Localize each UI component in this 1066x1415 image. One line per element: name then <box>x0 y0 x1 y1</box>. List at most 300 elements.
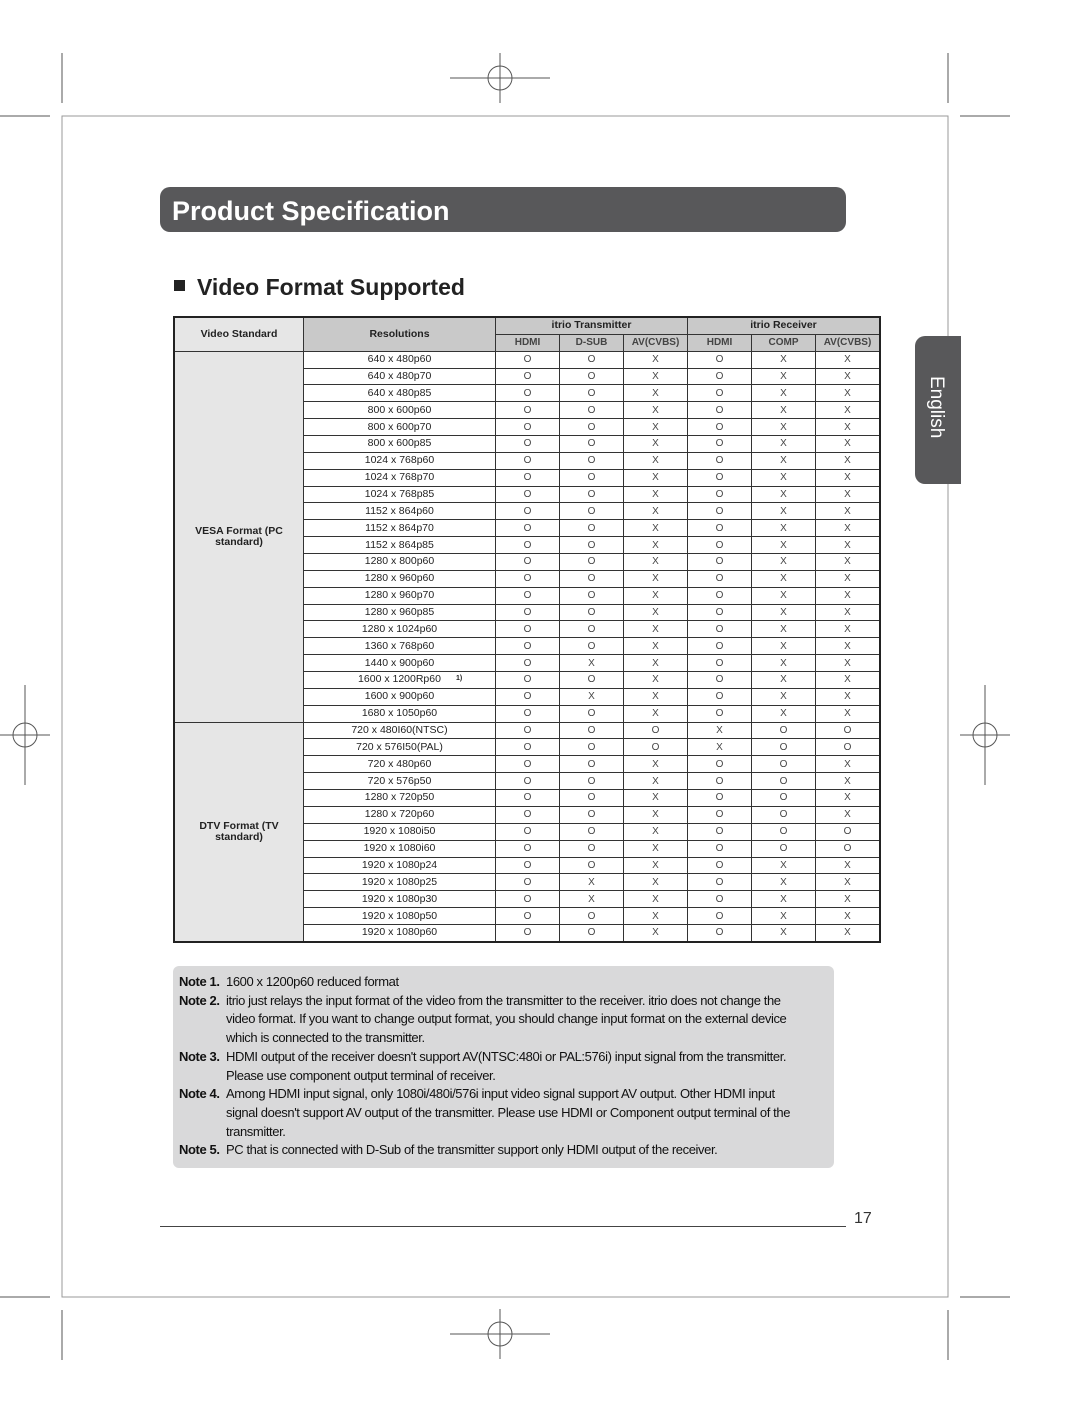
support-cell: O <box>496 587 560 604</box>
resolution-cell <box>304 672 496 689</box>
resolution-cell <box>304 790 496 807</box>
support-cell: O <box>496 840 560 857</box>
support-cell: O <box>560 402 624 419</box>
support-cell: X <box>752 655 816 672</box>
support-cell: O <box>560 436 624 453</box>
support-cell: O <box>496 857 560 874</box>
support-cell: O <box>560 604 624 621</box>
support-cell: X <box>752 385 816 402</box>
support-cell: X <box>752 604 816 621</box>
resolution-text: 1920 x 1080i60 <box>363 842 436 855</box>
resolution-cell <box>304 840 496 857</box>
subheader-avcvbs: AV(CVBS) <box>624 334 688 351</box>
support-cell: O <box>560 739 624 756</box>
support-cell: X <box>816 486 881 503</box>
resolution-text: 640 x 480p70 <box>367 370 432 382</box>
resolution-cell <box>304 469 496 486</box>
support-cell: O <box>496 756 560 773</box>
support-cell: X <box>624 604 688 621</box>
support-cell: X <box>816 368 881 385</box>
support-cell: O <box>560 469 624 486</box>
support-cell: O <box>496 739 560 756</box>
support-cell: O <box>560 705 624 722</box>
support-cell: X <box>624 806 688 823</box>
resolution-text: 1280 x 800p60 <box>364 555 435 568</box>
support-cell: X <box>816 436 881 453</box>
support-cell: O <box>688 419 752 436</box>
support-cell: X <box>752 452 816 469</box>
resolution-cell <box>304 655 496 672</box>
support-cell: O <box>688 638 752 655</box>
support-cell: X <box>816 587 881 604</box>
support-cell: O <box>496 672 560 689</box>
support-cell: O <box>496 891 560 908</box>
support-cell: O <box>688 773 752 790</box>
support-cell: X <box>816 351 881 368</box>
resolution-cell <box>304 857 496 874</box>
footer-divider <box>160 1226 846 1227</box>
language-tab <box>915 336 961 484</box>
header-resolutions: Resolutions <box>304 317 496 351</box>
support-cell: O <box>688 655 752 672</box>
note-text-line: signal doesn't support AV output of the transmitter. Please use HDMI or Component output terminal of the <box>226 1104 791 1120</box>
support-cell: O <box>496 638 560 655</box>
support-cell: O <box>496 874 560 891</box>
support-cell: O <box>688 402 752 419</box>
resolution-text: 1360 x 768p60 <box>364 639 435 652</box>
support-cell: X <box>624 672 688 689</box>
resolution-cell <box>304 823 496 840</box>
resolution-cell <box>304 486 496 503</box>
resolution-text: 1920 x 1080p60 <box>361 926 438 939</box>
support-cell: X <box>624 621 688 638</box>
resolution-text: 1152 x 864p85 <box>365 538 434 551</box>
support-cell: X <box>624 891 688 908</box>
support-cell: O <box>688 823 752 840</box>
resolution-cell <box>304 688 496 705</box>
support-cell: O <box>816 840 881 857</box>
support-cell: O <box>560 756 624 773</box>
resolution-text: 1280 x 960p60 <box>364 572 435 585</box>
note-text-line: PC that is connected with D-Sub of the transmitter support only HDMI output of the receiver. <box>226 1142 718 1158</box>
note-item <box>179 973 829 992</box>
page-title: Product Specification <box>172 196 450 226</box>
support-cell: O <box>688 908 752 925</box>
support-cell: O <box>688 874 752 891</box>
support-cell: O <box>496 806 560 823</box>
support-cell: O <box>752 790 816 807</box>
support-cell: O <box>752 840 816 857</box>
support-cell: O <box>560 823 624 840</box>
resolution-cell <box>304 908 496 925</box>
support-cell: O <box>816 739 881 756</box>
resolution-cell <box>304 638 496 655</box>
support-cell: X <box>816 554 881 571</box>
note-item <box>179 1085 829 1141</box>
page-number: 17 <box>854 1210 872 1227</box>
support-cell: O <box>496 655 560 672</box>
note-item <box>179 1048 829 1085</box>
support-cell: X <box>624 570 688 587</box>
resolution-text: 640 x 480p85 <box>367 386 432 399</box>
support-cell: X <box>816 537 881 554</box>
resolution-text: 1152 x 864p70 <box>365 521 434 534</box>
support-cell: O <box>752 773 816 790</box>
support-cell: O <box>688 469 752 486</box>
support-cell: X <box>816 688 881 705</box>
support-cell: O <box>624 722 688 739</box>
support-cell: X <box>816 469 881 486</box>
support-cell: X <box>816 790 881 807</box>
resolution-cell <box>304 503 496 520</box>
support-cell: X <box>752 368 816 385</box>
support-cell: O <box>816 823 881 840</box>
support-cell: X <box>816 503 881 520</box>
table-row <box>174 722 880 739</box>
support-cell: O <box>688 806 752 823</box>
support-cell: O <box>560 672 624 689</box>
resolution-text: 1024 x 768p85 <box>364 488 435 501</box>
resolution-text: 800 x 600p60 <box>367 403 432 416</box>
support-cell: X <box>816 672 881 689</box>
support-cell: O <box>496 924 560 941</box>
support-cell: O <box>688 587 752 604</box>
support-cell: X <box>624 874 688 891</box>
support-cell: O <box>496 436 560 453</box>
support-cell: O <box>688 891 752 908</box>
resolution-cell <box>304 452 496 469</box>
support-cell: X <box>752 436 816 453</box>
resolution-text: 1920 x 1080p24 <box>361 858 438 871</box>
support-cell: O <box>560 722 624 739</box>
note-item <box>179 1141 829 1160</box>
header-video-standard: Video Standard <box>174 317 304 351</box>
table-row <box>174 351 880 368</box>
support-cell: X <box>752 638 816 655</box>
video-standard-cell: DTV Format (TV standard) <box>174 722 304 942</box>
support-cell: O <box>688 570 752 587</box>
support-cell: X <box>816 908 881 925</box>
resolution-cell <box>304 402 496 419</box>
support-cell: O <box>496 537 560 554</box>
support-cell: O <box>496 520 560 537</box>
resolution-text: 1440 x 900p60 <box>364 656 435 669</box>
notes-box <box>173 966 834 1168</box>
support-cell: O <box>752 739 816 756</box>
resolution-text: 1280 x 720p60 <box>364 808 435 821</box>
resolution-cell <box>304 739 496 756</box>
support-cell: O <box>688 537 752 554</box>
support-cell: O <box>560 638 624 655</box>
support-cell: O <box>496 554 560 571</box>
subheader-avcvbs: AV(CVBS) <box>816 334 881 351</box>
support-cell: O <box>496 790 560 807</box>
support-cell: O <box>560 368 624 385</box>
support-cell: X <box>816 924 881 941</box>
resolution-text: 800 x 600p85 <box>367 437 432 450</box>
support-cell: O <box>496 385 560 402</box>
support-cell: O <box>688 688 752 705</box>
support-cell: O <box>688 452 752 469</box>
support-cell: X <box>816 857 881 874</box>
subheader-comp: COMP <box>752 334 816 351</box>
support-cell: X <box>752 554 816 571</box>
resolution-text: 640 x 480p60 <box>367 353 432 366</box>
support-cell: O <box>688 705 752 722</box>
resolution-text: 1680 x 1050p60 <box>361 707 438 720</box>
support-cell: O <box>688 351 752 368</box>
support-cell: O <box>496 469 560 486</box>
support-cell: O <box>624 739 688 756</box>
support-cell: O <box>496 351 560 368</box>
support-cell: X <box>624 385 688 402</box>
support-cell: X <box>560 688 624 705</box>
support-cell: X <box>624 436 688 453</box>
support-cell: X <box>816 385 881 402</box>
support-cell: X <box>752 570 816 587</box>
support-cell: O <box>496 688 560 705</box>
support-cell: X <box>688 739 752 756</box>
support-cell: O <box>688 520 752 537</box>
support-cell: X <box>752 486 816 503</box>
resolution-cell <box>304 756 496 773</box>
note-text-line: transmitter. <box>226 1123 286 1139</box>
support-cell: O <box>688 672 752 689</box>
support-cell: O <box>496 419 560 436</box>
support-cell: O <box>560 520 624 537</box>
support-cell: O <box>688 621 752 638</box>
support-cell: X <box>624 419 688 436</box>
support-cell: O <box>688 604 752 621</box>
note-text-line: HDMI output of the receiver doesn't support AV(NTSC:480i or PAL:576i) input signal from the transmitter. <box>226 1048 787 1064</box>
resolution-text: 1920 x 1080p50 <box>361 909 438 922</box>
support-cell: O <box>688 486 752 503</box>
resolution-cell <box>304 773 496 790</box>
support-cell: X <box>752 908 816 925</box>
section-title: Video Format Supported <box>197 274 465 300</box>
resolution-text: 1920 x 1080p25 <box>361 875 438 888</box>
support-cell: O <box>816 722 881 739</box>
resolution-text: 1280 x 960p85 <box>364 606 435 619</box>
support-cell: O <box>560 908 624 925</box>
resolution-cell <box>304 419 496 436</box>
support-cell: O <box>560 385 624 402</box>
support-cell: O <box>560 806 624 823</box>
support-cell: X <box>752 402 816 419</box>
support-cell: X <box>816 705 881 722</box>
support-cell: X <box>624 638 688 655</box>
support-cell: X <box>816 773 881 790</box>
resolution-text: 1280 x 960p70 <box>364 589 435 602</box>
resolution-cell <box>304 806 496 823</box>
support-cell: X <box>816 570 881 587</box>
support-cell: X <box>624 756 688 773</box>
resolution-cell <box>304 368 496 385</box>
support-cell: O <box>752 756 816 773</box>
support-cell: O <box>496 452 560 469</box>
support-cell: O <box>496 705 560 722</box>
support-cell: X <box>624 452 688 469</box>
support-cell: X <box>688 722 752 739</box>
support-cell: O <box>752 823 816 840</box>
support-cell: O <box>752 722 816 739</box>
support-cell: X <box>752 857 816 874</box>
resolution-cell <box>304 587 496 604</box>
resolution-text: 1920 x 1080i50 <box>363 825 436 838</box>
support-cell: X <box>752 891 816 908</box>
resolution-cell <box>304 570 496 587</box>
support-cell: X <box>624 486 688 503</box>
support-cell: X <box>816 655 881 672</box>
resolution-cell <box>304 537 496 554</box>
resolution-cell <box>304 604 496 621</box>
bullet-square-icon <box>174 280 185 291</box>
support-cell: O <box>560 587 624 604</box>
resolution-text: 720 x 480I60(NTSC) <box>351 724 448 737</box>
resolution-text: 1024 x 768p70 <box>364 471 435 484</box>
language-label: English <box>926 376 947 439</box>
resolution-text: 1024 x 768p60 <box>364 454 435 467</box>
support-cell: X <box>816 604 881 621</box>
video-format-table <box>173 316 881 943</box>
support-cell: X <box>752 503 816 520</box>
support-cell: X <box>752 537 816 554</box>
support-cell: O <box>688 790 752 807</box>
support-cell: X <box>624 351 688 368</box>
resolution-cell <box>304 621 496 638</box>
resolution-cell <box>304 554 496 571</box>
support-cell: X <box>752 621 816 638</box>
support-cell: X <box>816 419 881 436</box>
note-text-line: Please use component output terminal of receiver. <box>226 1067 496 1083</box>
resolution-text: 1600 x 1200Rp60 <box>358 673 441 686</box>
support-cell: X <box>752 688 816 705</box>
support-cell: O <box>496 570 560 587</box>
support-cell: O <box>688 436 752 453</box>
resolution-text: 720 x 480p60 <box>367 757 432 770</box>
support-cell: X <box>624 469 688 486</box>
support-cell: O <box>688 840 752 857</box>
note-text-line: video format. If you want to change output format, you should change input format on the external device <box>226 1011 787 1027</box>
support-cell: X <box>624 655 688 672</box>
support-cell: X <box>752 672 816 689</box>
support-cell: O <box>560 554 624 571</box>
resolution-cell <box>304 874 496 891</box>
support-cell: O <box>560 503 624 520</box>
support-cell: O <box>560 570 624 587</box>
support-cell: X <box>624 520 688 537</box>
subheader-hdmi: HDMI <box>496 334 560 351</box>
support-cell: X <box>624 908 688 925</box>
support-cell: O <box>496 908 560 925</box>
support-cell: X <box>624 537 688 554</box>
support-cell: X <box>816 756 881 773</box>
support-cell: O <box>688 368 752 385</box>
support-cell: X <box>624 587 688 604</box>
support-cell: O <box>496 722 560 739</box>
note-label: Note 4. <box>179 1086 220 1102</box>
support-cell: O <box>560 790 624 807</box>
support-cell: O <box>560 924 624 941</box>
support-cell: X <box>816 874 881 891</box>
support-cell: X <box>816 891 881 908</box>
support-cell: O <box>560 452 624 469</box>
support-cell: X <box>624 790 688 807</box>
support-cell: X <box>816 621 881 638</box>
note-text-line: Among HDMI input signal, only 1080i/480i/576i input video signal support AV output. Other HDMI input <box>226 1086 775 1102</box>
support-cell: X <box>560 891 624 908</box>
support-cell: O <box>688 857 752 874</box>
resolution-cell <box>304 436 496 453</box>
support-cell: O <box>560 857 624 874</box>
resolution-cell <box>304 705 496 722</box>
support-cell: X <box>560 874 624 891</box>
resolution-text: 1920 x 1080p30 <box>361 892 438 905</box>
support-cell: O <box>752 806 816 823</box>
support-cell: X <box>624 368 688 385</box>
support-cell: O <box>560 486 624 503</box>
support-cell: X <box>624 503 688 520</box>
resolution-text: 1280 x 1024p60 <box>361 622 438 635</box>
support-cell: X <box>816 806 881 823</box>
note-label: Note 3. <box>179 1048 220 1064</box>
support-cell: O <box>688 503 752 520</box>
support-cell: X <box>624 857 688 874</box>
resolution-text: 800 x 600p70 <box>367 420 432 433</box>
note-text-line: itrio just relays the input format of the video from the transmitter to the receiver. itrio does not change the <box>226 992 781 1008</box>
resolution-text: 1600 x 900p60 <box>364 690 435 703</box>
support-cell: O <box>496 621 560 638</box>
page-header-bar <box>160 187 846 232</box>
support-cell: O <box>560 773 624 790</box>
support-cell: O <box>560 621 624 638</box>
support-cell: O <box>688 924 752 941</box>
support-cell: X <box>752 587 816 604</box>
footnote-marker: 1) <box>456 675 463 683</box>
support-cell: X <box>624 688 688 705</box>
subheader-hdmi: HDMI <box>688 334 752 351</box>
video-standard-cell: VESA Format (PC standard) <box>174 351 304 722</box>
support-cell: X <box>752 351 816 368</box>
resolution-cell <box>304 924 496 941</box>
support-cell: X <box>624 402 688 419</box>
resolution-cell <box>304 385 496 402</box>
support-cell: O <box>688 385 752 402</box>
note-label: Note 5. <box>179 1142 220 1158</box>
support-cell: X <box>624 840 688 857</box>
support-cell: O <box>496 773 560 790</box>
support-cell: X <box>816 638 881 655</box>
support-cell: X <box>752 419 816 436</box>
support-cell: O <box>560 840 624 857</box>
header-transmitter: itrio Transmitter <box>496 317 688 334</box>
support-cell: X <box>816 452 881 469</box>
support-cell: X <box>752 874 816 891</box>
support-cell: O <box>560 351 624 368</box>
support-cell: X <box>624 705 688 722</box>
support-cell: O <box>496 368 560 385</box>
support-cell: X <box>624 924 688 941</box>
resolution-cell <box>304 891 496 908</box>
note-item <box>179 992 829 1048</box>
header-receiver: itrio Receiver <box>688 317 881 334</box>
support-cell: O <box>688 756 752 773</box>
subheader-dsub: D-SUB <box>560 334 624 351</box>
support-cell: X <box>752 469 816 486</box>
resolution-cell <box>304 351 496 368</box>
support-cell: O <box>560 537 624 554</box>
support-cell: X <box>816 520 881 537</box>
